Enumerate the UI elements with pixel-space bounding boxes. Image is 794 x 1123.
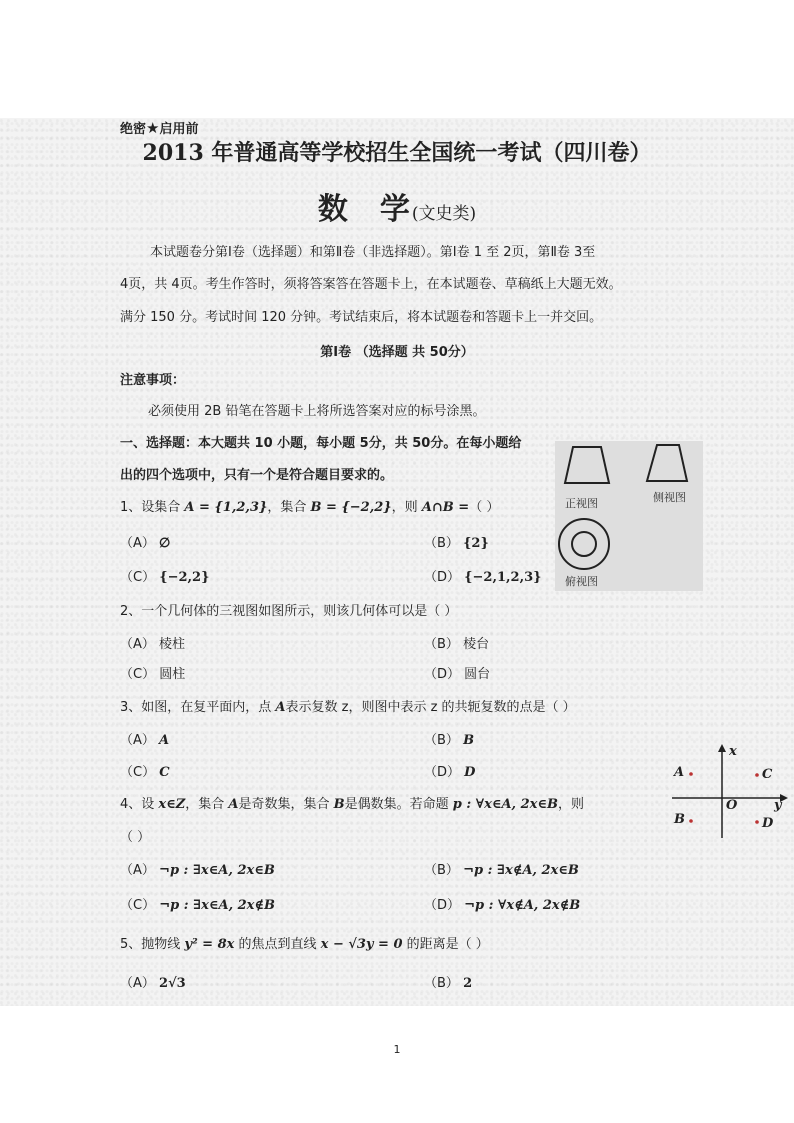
q4-set-a: A (228, 797, 239, 812)
point-c-label: C (762, 767, 773, 782)
three-views-drawing (555, 441, 703, 591)
q2-option-a[interactable]: （A） 棱柱 (120, 637, 186, 652)
q5-option-b[interactable]: （B） 2 (424, 976, 473, 991)
q4-stem-line-2: （ ） (120, 830, 151, 845)
q1-set-a: A = {1,2,3} (184, 500, 268, 515)
q1-prefix: 1、设集合 (120, 500, 185, 515)
subject-title (0, 184, 794, 228)
q1-expr: A∩B = (421, 500, 470, 515)
q3-stem-a: 3、如图，在复平面内，点 (120, 700, 276, 715)
instruction-line-1: 一、选择题：本大题共 10 小题，每小题 5分，共 50分。在每小题给 (120, 436, 522, 451)
axis-y-label: y (774, 798, 782, 813)
q4-option-d[interactable]: （D） ¬p : ∀x∉A, 2x∉B (424, 898, 581, 913)
star-icon: ★ (146, 119, 160, 137)
subject-char-2: 学 (379, 192, 412, 227)
q4-set-b: B (333, 797, 345, 812)
question-3 (120, 700, 576, 716)
q2-option-d[interactable]: （D） 圆台 (424, 667, 491, 682)
intro-line-1: 本试题卷分第Ⅰ卷（选择题）和第Ⅱ卷（非选择题）。第Ⅰ卷 1 至 2页，第Ⅱ卷 3至 (150, 245, 596, 260)
q5-option-a[interactable]: （A） 2√3 (120, 976, 186, 991)
intro-line-2: 4页，共 4页。考生作答时，须将答案答在答题卡上，在本试题卷、草稿纸上大题无效。 (120, 277, 622, 292)
q1-set-b: B = {−2,2} (310, 500, 392, 515)
q3-stem-b: 表示复数 z，则图中表示 z 的共轭复数的点是（ ） (285, 700, 576, 715)
point-a-label: A (674, 765, 685, 780)
q2-option-c[interactable]: （C） 圆柱 (120, 667, 186, 682)
origin-label: O (726, 798, 738, 813)
q4-option-a[interactable]: （A） ¬p : ∃x∈A, 2x∈B (120, 863, 275, 878)
subject-char-1: 数 (317, 192, 350, 227)
q3-option-b[interactable]: （B） B (424, 733, 475, 748)
question-2: 2、一个几何体的三视图如图所示，则该几何体可以是（ ） (120, 604, 458, 619)
q4-proposition: p : ∀x∈A, 2x∈B (452, 797, 558, 812)
q1-end: （ ） (469, 500, 500, 515)
q5-parabola: y² = 8x (184, 937, 235, 952)
q1-option-b[interactable]: （B） {2} (424, 536, 489, 551)
notice-label: 注意事项： (120, 373, 186, 388)
q3-option-a[interactable]: （A） A (120, 733, 170, 748)
q1-option-a[interactable]: （A） ∅ (120, 536, 171, 551)
instruction-line-2: 出的四个选项中，只有一个是符合题目要求的。 (120, 468, 394, 483)
q4-option-c[interactable]: （C） ¬p : ∃x∈A, 2x∉B (120, 898, 276, 913)
question-5: 5、抛物线 y² = 8x 的焦点到直线 x − √3y = 0 的距离是（ ） (120, 937, 489, 952)
q3-point: A (275, 700, 286, 715)
q1-option-d[interactable]: （D） {−2,1,2,3} (424, 570, 542, 585)
question-1 (120, 500, 499, 516)
three-views-figure (555, 441, 703, 591)
q5-line: x − √3y = 0 (320, 937, 403, 952)
subject-type: (文史类) (411, 204, 477, 224)
intro-line-3: 满分 150 分。考试时间 120 分钟。考试结束后，将本试题卷和答题卡上一并交回。 (120, 310, 603, 325)
q4-cond: x∈Z (158, 797, 186, 812)
q1-option-c[interactable]: （C） {−2,2} (120, 570, 210, 585)
side-view-label: 侧视图 (653, 491, 686, 504)
q3-option-d[interactable]: （D） D (424, 765, 476, 780)
q3-option-c[interactable]: （C） C (120, 765, 170, 780)
notice-text: 必须使用 2B 铅笔在答题卡上将所选答案对应的标号涂黑。 (148, 404, 486, 419)
question-4: 4、设 x∈Z，集合 A是奇数集，集合 B是偶数集。若命题 p : ∀x∈A, 2x∈B，则 (120, 797, 585, 812)
complex-plane-figure (664, 740, 794, 840)
q1-mid2: ，则 (391, 500, 422, 515)
secret-label (120, 118, 198, 137)
q4-option-b[interactable]: （B） ¬p : ∃x∉A, 2x∈B (424, 863, 579, 878)
front-view-label: 正视图 (565, 497, 598, 510)
section-title: 第Ⅰ卷 （选择题 共 50分） (320, 345, 474, 360)
top-view-label: 俯视图 (565, 575, 598, 588)
axis-x-label: x (729, 744, 737, 759)
q1-mid: ，集合 (267, 500, 311, 515)
point-d-label: D (762, 816, 774, 831)
point-b-label: B (674, 812, 685, 827)
page-number: 1 (393, 1043, 401, 1056)
secret-text: 绝密 (120, 122, 147, 137)
exam-title: 2013 年普通高等学校招生全国统一考试（四川卷） (142, 140, 652, 166)
q2-option-b[interactable]: （B） 棱台 (424, 637, 490, 652)
secret-suffix: 启用前 (159, 122, 199, 137)
